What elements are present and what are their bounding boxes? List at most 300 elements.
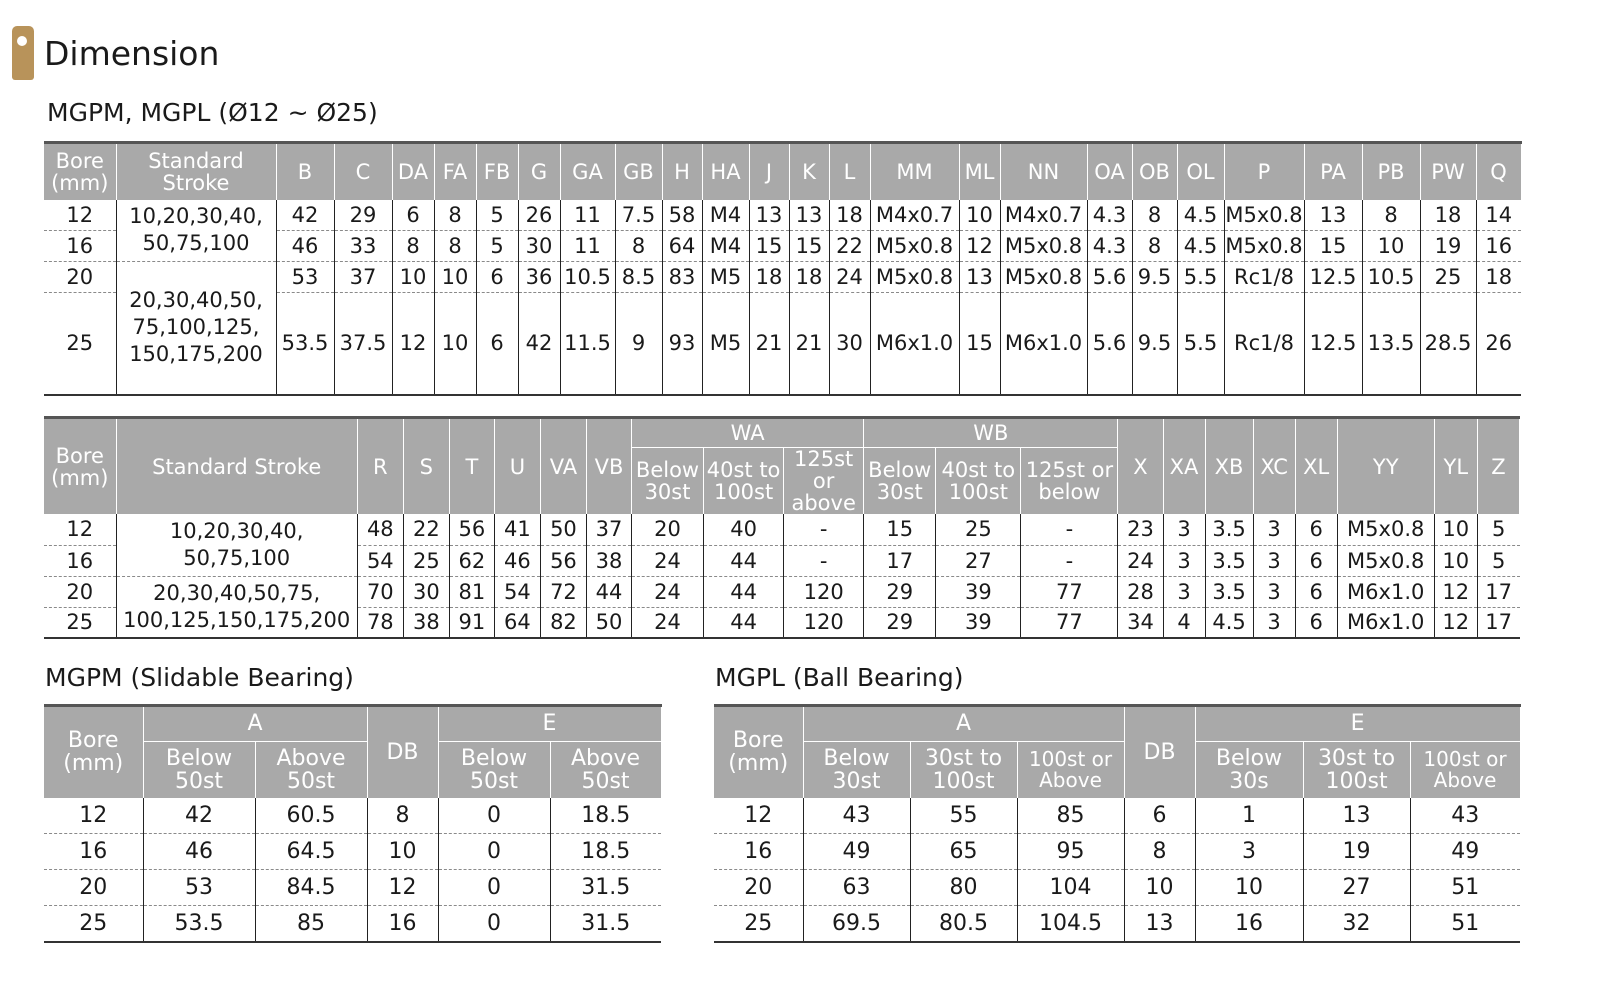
table-cell: 3.5 bbox=[1205, 576, 1253, 607]
table-cell: 12 bbox=[44, 798, 143, 834]
column-header: L bbox=[829, 143, 870, 200]
table-cell: 16 bbox=[44, 834, 143, 870]
table-cell: 39 bbox=[936, 576, 1021, 607]
table-cell: 6 bbox=[1295, 514, 1337, 545]
table-cell: 58 bbox=[662, 200, 702, 231]
dimension-table-2 bbox=[44, 416, 1520, 639]
table-cell: 18.5 bbox=[550, 798, 661, 834]
table-cell: 120 bbox=[784, 576, 864, 607]
table-cell: 53.5 bbox=[143, 906, 255, 942]
column-header: OA bbox=[1087, 143, 1132, 200]
table-cell: 16 bbox=[1476, 231, 1521, 262]
table-cell: - bbox=[1021, 545, 1118, 576]
table-cell: 11 bbox=[560, 231, 615, 262]
table-cell: 70 bbox=[357, 576, 403, 607]
table-cell: 81 bbox=[449, 576, 494, 607]
table-cell: 55 bbox=[910, 798, 1017, 834]
table-cell: 9.5 bbox=[1132, 293, 1177, 395]
table-cell: 3 bbox=[1163, 545, 1205, 576]
table-cell: - bbox=[1021, 514, 1118, 545]
table-cell: 24 bbox=[631, 545, 703, 576]
table-cell: 10 bbox=[1124, 870, 1195, 906]
table-cell: 28 bbox=[1118, 576, 1163, 607]
table-cell: 30 bbox=[829, 293, 870, 395]
table-cell: 10.5 bbox=[1362, 262, 1420, 293]
table-cell: 28.5 bbox=[1420, 293, 1476, 395]
table-cell: 12 bbox=[714, 798, 803, 834]
table-cell: 15 bbox=[959, 293, 1000, 395]
column-header: H bbox=[662, 143, 702, 200]
table-cell: M4 bbox=[702, 231, 749, 262]
bore-cell: 16 bbox=[44, 545, 116, 576]
table-cell: 1 bbox=[1195, 798, 1303, 834]
table-cell: 10 bbox=[434, 262, 476, 293]
column-header: Bore (mm) bbox=[44, 418, 116, 515]
section4-caption: MGPL (Ball Bearing) bbox=[715, 663, 964, 692]
table-cell: 16 bbox=[1195, 906, 1303, 942]
table-cell: 85 bbox=[255, 906, 367, 942]
table-cell: 50 bbox=[586, 607, 631, 638]
column-header: T bbox=[449, 418, 494, 515]
bore-header: Bore (mm) bbox=[714, 706, 803, 798]
a-sub-header: 100st or Above bbox=[1017, 742, 1124, 798]
table-cell: M4x0.7 bbox=[870, 200, 959, 231]
column-header: FB bbox=[476, 143, 518, 200]
a-sub-header: Above 50st bbox=[255, 742, 367, 798]
table-cell: 4.5 bbox=[1177, 231, 1224, 262]
table-cell: 64 bbox=[662, 231, 702, 262]
table-cell: 29 bbox=[864, 576, 936, 607]
bore-cell: 16 bbox=[44, 231, 116, 262]
table-cell: 26 bbox=[1476, 293, 1521, 395]
db-header: DB bbox=[367, 706, 438, 798]
table-cell: 48 bbox=[357, 514, 403, 545]
table-row bbox=[44, 798, 661, 834]
table-cell: 5 bbox=[1477, 514, 1519, 545]
table-cell: M5 bbox=[702, 262, 749, 293]
table-cell: 10 bbox=[959, 200, 1000, 231]
table-cell: 49 bbox=[803, 834, 910, 870]
table-cell: 25 bbox=[714, 906, 803, 942]
table-cell: 12 bbox=[1434, 576, 1477, 607]
page-title-block bbox=[12, 26, 219, 80]
table-cell: 20 bbox=[631, 514, 703, 545]
table-cell: 64.5 bbox=[255, 834, 367, 870]
table-cell: 11 bbox=[560, 200, 615, 231]
table-cell: 30 bbox=[518, 231, 560, 262]
a-header: A bbox=[143, 706, 367, 742]
table-cell: 5 bbox=[476, 231, 518, 262]
table-cell: 95 bbox=[1017, 834, 1124, 870]
table-cell: 78 bbox=[357, 607, 403, 638]
table-cell: 42 bbox=[276, 200, 334, 231]
column-header: VA bbox=[540, 418, 586, 515]
table-cell: 44 bbox=[586, 576, 631, 607]
table-cell: 18 bbox=[749, 262, 789, 293]
column-header: S bbox=[403, 418, 449, 515]
table-cell: 4.5 bbox=[1177, 200, 1224, 231]
section-tab-icon bbox=[12, 26, 34, 80]
table-cell: 20 bbox=[714, 870, 803, 906]
table-cell: 43 bbox=[803, 798, 910, 834]
e-sub-header: 30st to 100st bbox=[1303, 742, 1410, 798]
table-cell: 85 bbox=[1017, 798, 1124, 834]
table-cell: M5x0.8 bbox=[1337, 545, 1434, 576]
table-cell: 46 bbox=[143, 834, 255, 870]
table-cell: 8 bbox=[1132, 200, 1177, 231]
table-cell: 8 bbox=[1124, 834, 1195, 870]
mgpm-bearing-table bbox=[44, 704, 662, 943]
table-cell: 38 bbox=[586, 545, 631, 576]
table-cell: 8 bbox=[367, 798, 438, 834]
table-cell: 4.3 bbox=[1087, 200, 1132, 231]
table-cell: 60.5 bbox=[255, 798, 367, 834]
e-sub-header: Above 50st bbox=[550, 742, 661, 798]
table-cell: 41 bbox=[494, 514, 540, 545]
table-cell: 19 bbox=[1420, 231, 1476, 262]
table-cell: 91 bbox=[449, 607, 494, 638]
column-header: GA bbox=[560, 143, 615, 200]
table-cell: 27 bbox=[936, 545, 1021, 576]
table-cell: 18 bbox=[1420, 200, 1476, 231]
column-header: GB bbox=[615, 143, 662, 200]
table-cell: 120 bbox=[784, 607, 864, 638]
column-header: XA bbox=[1163, 418, 1205, 515]
column-header: FA bbox=[434, 143, 476, 200]
wa-group-header: WA bbox=[631, 418, 863, 448]
table-cell: 22 bbox=[403, 514, 449, 545]
table-cell: 24 bbox=[631, 607, 703, 638]
table-cell: 104 bbox=[1017, 870, 1124, 906]
table-cell: 18 bbox=[1476, 262, 1521, 293]
wb-group-header: WB bbox=[864, 418, 1118, 448]
table-cell: - bbox=[784, 514, 864, 545]
table-cell: 36 bbox=[518, 262, 560, 293]
table-cell: 80.5 bbox=[910, 906, 1017, 942]
table-cell: 5.6 bbox=[1087, 262, 1132, 293]
table-cell: 13.5 bbox=[1362, 293, 1420, 395]
table-cell: 6 bbox=[476, 262, 518, 293]
table-cell: 21 bbox=[749, 293, 789, 395]
e-sub-header: 100st or Above bbox=[1410, 742, 1520, 798]
table-cell: 50 bbox=[540, 514, 586, 545]
table-cell: 69.5 bbox=[803, 906, 910, 942]
table-cell: 4.3 bbox=[1087, 231, 1132, 262]
a-sub-header: Below 30st bbox=[803, 742, 910, 798]
bore-cell: 12 bbox=[44, 200, 116, 231]
table-cell: 62 bbox=[449, 545, 494, 576]
column-header: PB bbox=[1362, 143, 1420, 200]
table-cell: M6x1.0 bbox=[870, 293, 959, 395]
table-cell: 17 bbox=[1477, 576, 1519, 607]
table-cell: 6 bbox=[476, 293, 518, 395]
table-row bbox=[714, 906, 1520, 942]
table-cell: 33 bbox=[334, 231, 392, 262]
table-cell: 17 bbox=[1477, 607, 1519, 638]
table-cell: 17 bbox=[864, 545, 936, 576]
column-header: U bbox=[494, 418, 540, 515]
table-cell: 12 bbox=[1434, 607, 1477, 638]
table-cell: M4x0.7 bbox=[1000, 200, 1087, 231]
table-row bbox=[44, 834, 661, 870]
table-cell: 80 bbox=[910, 870, 1017, 906]
table-cell: 21 bbox=[789, 293, 829, 395]
table-cell: 38 bbox=[403, 607, 449, 638]
table-cell: M5 bbox=[702, 293, 749, 395]
bore-cell: 25 bbox=[44, 607, 116, 638]
table-cell: M4 bbox=[702, 200, 749, 231]
table-cell: 12.5 bbox=[1304, 293, 1362, 395]
table-cell: 77 bbox=[1021, 576, 1118, 607]
table-cell: 37 bbox=[334, 262, 392, 293]
column-header: Z bbox=[1477, 418, 1519, 515]
e-sub-header: Below 50st bbox=[438, 742, 550, 798]
column-header: OB bbox=[1132, 143, 1177, 200]
table-cell: 53 bbox=[143, 870, 255, 906]
table-cell: 10 bbox=[367, 834, 438, 870]
table-cell: 82 bbox=[540, 607, 586, 638]
table-cell: 26 bbox=[518, 200, 560, 231]
table-cell: 12 bbox=[367, 870, 438, 906]
page-title: Dimension bbox=[44, 33, 220, 73]
column-header: XB bbox=[1205, 418, 1253, 515]
table-cell: 44 bbox=[704, 576, 784, 607]
table-cell: 12 bbox=[392, 293, 434, 395]
table-cell: 83 bbox=[662, 262, 702, 293]
table-cell: 25 bbox=[936, 514, 1021, 545]
column-header: Bore (mm) bbox=[44, 143, 116, 200]
column-header: MM bbox=[870, 143, 959, 200]
table-cell: 18 bbox=[829, 200, 870, 231]
table-cell: 13 bbox=[1304, 200, 1362, 231]
table-cell: 7.5 bbox=[615, 200, 662, 231]
table-cell: 10.5 bbox=[560, 262, 615, 293]
column-header: PA bbox=[1304, 143, 1362, 200]
table-cell: 46 bbox=[276, 231, 334, 262]
table-row bbox=[44, 906, 661, 942]
table-cell: 25 bbox=[44, 906, 143, 942]
table-cell: M5x0.8 bbox=[1000, 231, 1087, 262]
table-cell: 44 bbox=[704, 545, 784, 576]
table-cell: 14 bbox=[1476, 200, 1521, 231]
column-header: YY bbox=[1337, 418, 1434, 515]
column-header: Standard Stroke bbox=[116, 418, 357, 515]
table-cell: 5.5 bbox=[1177, 293, 1224, 395]
table-cell: 12 bbox=[959, 231, 1000, 262]
table-row bbox=[44, 870, 661, 906]
stroke-cell: 10,20,30,40, 50,75,100 bbox=[116, 514, 357, 576]
table-cell: 23 bbox=[1118, 514, 1163, 545]
table-cell: 11.5 bbox=[560, 293, 615, 395]
table-cell: 0 bbox=[438, 798, 550, 834]
table-cell: 10 bbox=[1362, 231, 1420, 262]
table-cell: 13 bbox=[1303, 798, 1410, 834]
table-row bbox=[714, 798, 1520, 834]
table-cell: Rc1/8 bbox=[1224, 262, 1304, 293]
column-header: OL bbox=[1177, 143, 1224, 200]
bore-header: Bore (mm) bbox=[44, 706, 143, 798]
table-cell: 24 bbox=[631, 576, 703, 607]
table-cell: 3 bbox=[1253, 545, 1295, 576]
column-header: NN bbox=[1000, 143, 1087, 200]
wb-sub-header: 125st or below bbox=[1021, 448, 1118, 515]
table-cell: 15 bbox=[864, 514, 936, 545]
table-cell: 20 bbox=[44, 870, 143, 906]
table-cell: 16 bbox=[714, 834, 803, 870]
table-cell: 24 bbox=[1118, 545, 1163, 576]
stroke-cell: 20,30,40,50,75, 100,125,150,175,200 bbox=[116, 576, 357, 638]
table-cell: 24 bbox=[829, 262, 870, 293]
table-cell: 9.5 bbox=[1132, 262, 1177, 293]
table-cell: 93 bbox=[662, 293, 702, 395]
table-cell: M5x0.8 bbox=[1224, 200, 1304, 231]
e-sub-header: Below 30s bbox=[1195, 742, 1303, 798]
table-cell: 13 bbox=[749, 200, 789, 231]
column-header: HA bbox=[702, 143, 749, 200]
table-cell: 0 bbox=[438, 870, 550, 906]
table-cell: M6x1.0 bbox=[1000, 293, 1087, 395]
table-cell: M5x0.8 bbox=[870, 262, 959, 293]
table-cell: 49 bbox=[1410, 834, 1520, 870]
table-cell: 15 bbox=[1304, 231, 1362, 262]
table-cell: 46 bbox=[494, 545, 540, 576]
table-cell: 30 bbox=[403, 576, 449, 607]
column-header: DA bbox=[392, 143, 434, 200]
table-cell: 34 bbox=[1118, 607, 1163, 638]
table-cell: 84.5 bbox=[255, 870, 367, 906]
table-cell: 65 bbox=[910, 834, 1017, 870]
mgpl-bearing-table bbox=[714, 704, 1521, 943]
table-cell: 10 bbox=[1434, 514, 1477, 545]
column-header: G bbox=[518, 143, 560, 200]
wb-sub-header: 40st to 100st bbox=[936, 448, 1021, 515]
table-cell: M5x0.8 bbox=[1000, 262, 1087, 293]
table-cell: 3.5 bbox=[1205, 514, 1253, 545]
wa-sub-header: Below 30st bbox=[631, 448, 703, 515]
table-cell: 8 bbox=[615, 231, 662, 262]
table-cell: M6x1.0 bbox=[1337, 607, 1434, 638]
table-cell: 3 bbox=[1253, 514, 1295, 545]
table-cell: 19 bbox=[1303, 834, 1410, 870]
column-header: XC bbox=[1253, 418, 1295, 515]
table-row bbox=[714, 870, 1520, 906]
table-cell: 5 bbox=[1477, 545, 1519, 576]
bore-cell: 20 bbox=[44, 576, 116, 607]
table-cell: 31.5 bbox=[550, 906, 661, 942]
table-cell: 37.5 bbox=[334, 293, 392, 395]
table-cell: 5 bbox=[476, 200, 518, 231]
table-cell: 72 bbox=[540, 576, 586, 607]
table-cell: 18.5 bbox=[550, 834, 661, 870]
table-cell: 12.5 bbox=[1304, 262, 1362, 293]
table-cell: M6x1.0 bbox=[1337, 576, 1434, 607]
section1-caption: MGPM, MGPL (Ø12 ~ Ø25) bbox=[47, 98, 378, 127]
table-cell: 0 bbox=[438, 906, 550, 942]
column-header: VB bbox=[586, 418, 631, 515]
table-cell: 6 bbox=[1124, 798, 1195, 834]
table-cell: M5x0.8 bbox=[1224, 231, 1304, 262]
table-cell: 3 bbox=[1253, 576, 1295, 607]
bore-cell: 20 bbox=[44, 262, 116, 293]
table-cell: 64 bbox=[494, 607, 540, 638]
table-cell: 16 bbox=[367, 906, 438, 942]
table-cell: 3 bbox=[1163, 576, 1205, 607]
table-cell: 25 bbox=[403, 545, 449, 576]
table-cell: 104.5 bbox=[1017, 906, 1124, 942]
table-cell: Rc1/8 bbox=[1224, 293, 1304, 395]
table-cell: 10 bbox=[434, 293, 476, 395]
table-cell: 51 bbox=[1410, 870, 1520, 906]
table-cell: 8 bbox=[434, 200, 476, 231]
column-header: C bbox=[334, 143, 392, 200]
column-header: XL bbox=[1295, 418, 1337, 515]
column-header: YL bbox=[1434, 418, 1477, 515]
table-cell: 13 bbox=[959, 262, 1000, 293]
table-cell: 44 bbox=[704, 607, 784, 638]
a-sub-header: Below 50st bbox=[143, 742, 255, 798]
table-row bbox=[714, 834, 1520, 870]
table-cell: 8 bbox=[434, 231, 476, 262]
column-header: J bbox=[749, 143, 789, 200]
column-header: Q bbox=[1476, 143, 1521, 200]
table-cell: 63 bbox=[803, 870, 910, 906]
table-cell: 4.5 bbox=[1205, 607, 1253, 638]
table-cell: 54 bbox=[494, 576, 540, 607]
column-header: ML bbox=[959, 143, 1000, 200]
db-header: DB bbox=[1124, 706, 1195, 798]
e-header: E bbox=[438, 706, 661, 742]
table-cell: 77 bbox=[1021, 607, 1118, 638]
bore-cell: 25 bbox=[44, 293, 116, 395]
table-cell: 3 bbox=[1195, 834, 1303, 870]
table-cell: M5x0.8 bbox=[1337, 514, 1434, 545]
column-header: Standard Stroke bbox=[116, 143, 276, 200]
column-header: B bbox=[276, 143, 334, 200]
table-cell: 6 bbox=[1295, 545, 1337, 576]
table-cell: 43 bbox=[1410, 798, 1520, 834]
table-cell: 18 bbox=[789, 262, 829, 293]
table-cell: 15 bbox=[789, 231, 829, 262]
table-cell: 37 bbox=[586, 514, 631, 545]
table-cell: 13 bbox=[789, 200, 829, 231]
table-cell: 0 bbox=[438, 834, 550, 870]
table-cell: 54 bbox=[357, 545, 403, 576]
table-cell: 39 bbox=[936, 607, 1021, 638]
table-cell: 4 bbox=[1163, 607, 1205, 638]
table-cell: 56 bbox=[540, 545, 586, 576]
bore-cell: 12 bbox=[44, 514, 116, 545]
table-cell: 25 bbox=[1420, 262, 1476, 293]
table-cell: 8 bbox=[1362, 200, 1420, 231]
table-cell: 6 bbox=[1295, 607, 1337, 638]
table-cell: 53.5 bbox=[276, 293, 334, 395]
table-cell: 8 bbox=[1132, 231, 1177, 262]
table-cell: 27 bbox=[1303, 870, 1410, 906]
wa-sub-header: 40st to 100st bbox=[704, 448, 784, 515]
table-cell: 13 bbox=[1124, 906, 1195, 942]
column-header: R bbox=[357, 418, 403, 515]
table-cell: 6 bbox=[1295, 576, 1337, 607]
table-cell: 3.5 bbox=[1205, 545, 1253, 576]
a-sub-header: 30st to 100st bbox=[910, 742, 1017, 798]
table-cell: 40 bbox=[704, 514, 784, 545]
wb-sub-header: Below 30st bbox=[864, 448, 936, 515]
table-cell: 10 bbox=[1434, 545, 1477, 576]
column-header: X bbox=[1118, 418, 1163, 515]
table-cell: 56 bbox=[449, 514, 494, 545]
stroke-cell: 20,30,40,50, 75,100,125, 150,175,200 bbox=[116, 262, 276, 395]
a-header: A bbox=[803, 706, 1124, 742]
